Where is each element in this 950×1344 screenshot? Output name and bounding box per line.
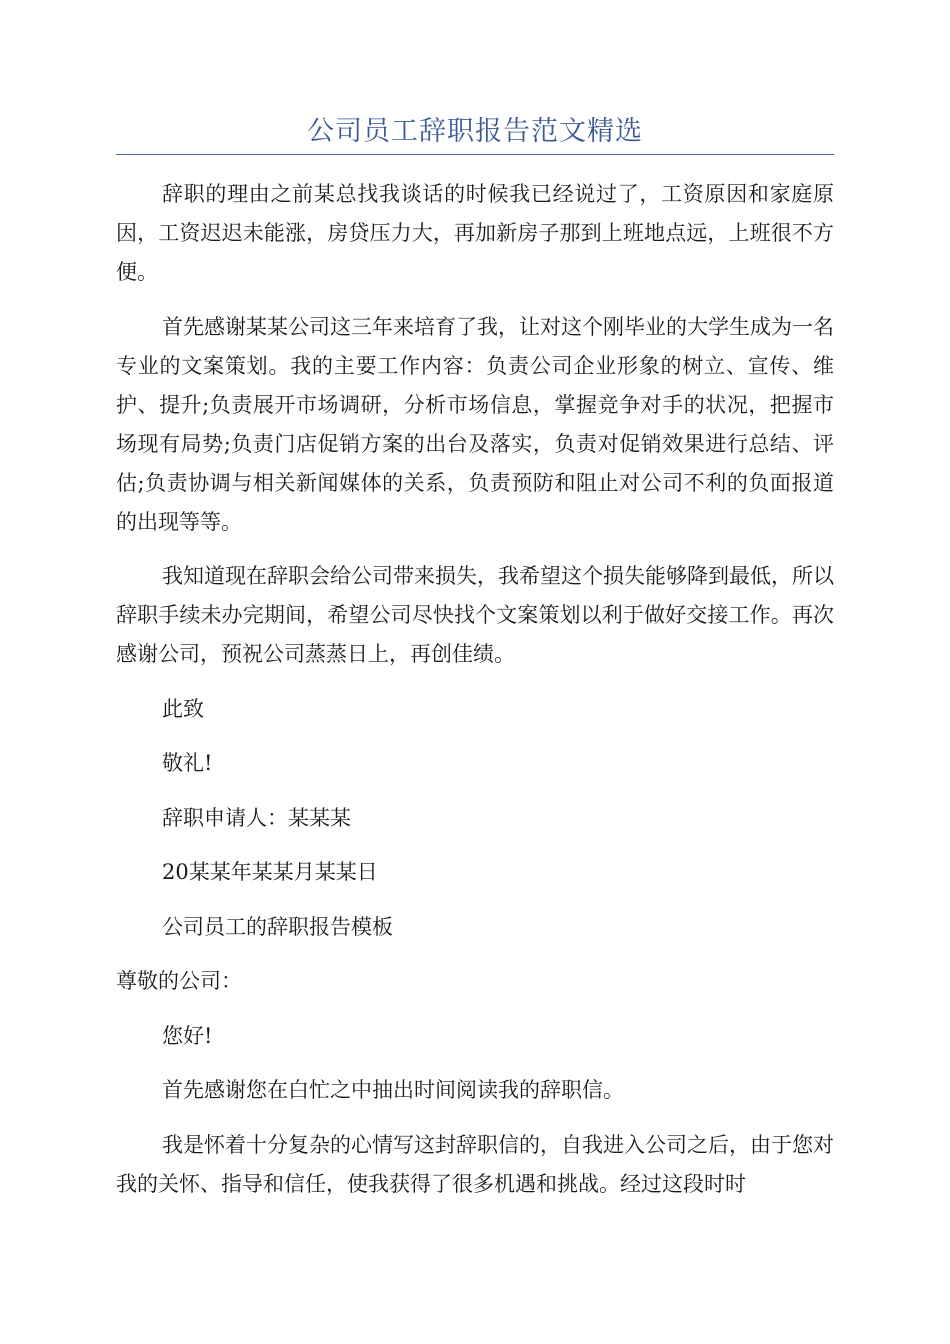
paragraph-thanks-reading: 首先感谢您在白忙之中抽出时间阅读我的辞职信。 (162, 1078, 624, 1102)
title-underline (116, 154, 834, 155)
greeting-recipient: 尊敬的公司： (116, 969, 242, 993)
closing-regards: 敬礼! (162, 751, 213, 775)
document-body (116, 175, 834, 1219)
section-heading-template: 公司员工的辞职报告模板 (162, 914, 393, 939)
letter-date: 20某某年某某月某某日 (162, 860, 378, 884)
paragraph-handover: 我知道现在辞职会给公司带来损失，我希望这个损失能够降到最低，所以辞职手续未办完期间，希望公司尽快找个文案策划以利于做好交接工作。再次感谢公司，预祝公司蒸蒸日上，再创佳绩。 (116, 564, 834, 666)
paragraph-feelings: 我是怀着十分复杂的心情写这封辞职信的，自我进入公司之后，由于您对我的关怀、指导和信任，使我获得了很多机遇和挑战。经过这段时时 (116, 1132, 834, 1196)
paragraph-thanks-duties: 首先感谢某某公司这三年来培育了我，让对这个刚毕业的大学生成为一名专业的文案策划。我的主要工作内容：负责公司企业形象的树立、宣传、维护、提升;负责展开市场调研，分析市场信息，掌握竞争对手的状况，把握市场现有局势;负责门店促销方案的出台及落实，负责对促销效果进行总结、评估;负责协调与相关新闻媒体的关系，负责预防和阻止对公司不利的负面报道的出现等等。 (116, 314, 834, 534)
closing-salutation: 此致 (162, 696, 204, 721)
applicant-signature: 辞职申请人：某某某 (162, 805, 351, 830)
paragraph-resignation-reason: 辞职的理由之前某总找我谈话的时候我已经说过了，工资原因和家庭原因，工资迟迟未能涨，房贷压力大，再加新房子那到上班地点远，上班很不方便。 (116, 182, 834, 284)
greeting-hello: 您好! (162, 1023, 213, 1048)
document-title: 公司员工辞职报告范文精选 (307, 116, 643, 147)
